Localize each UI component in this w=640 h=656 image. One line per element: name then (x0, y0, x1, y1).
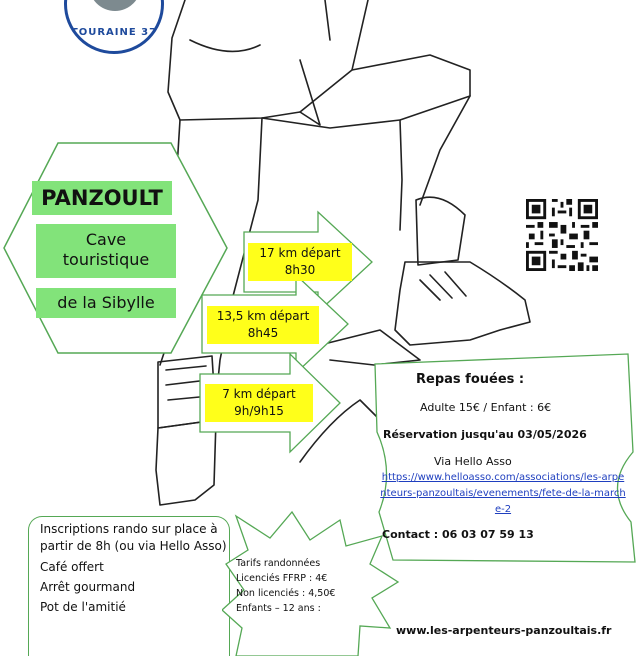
tarifs-title: Tarifs randonnées (236, 558, 321, 569)
info-registration: Inscriptions rando sur place à partir de 8h (ou via Hello Asso) (40, 522, 227, 553)
meal-via: Via Hello Asso (434, 455, 512, 468)
meal-title: Repas fouées : (416, 372, 525, 387)
tarifs-children: Enfants – 12 ans : (236, 603, 321, 614)
info-coffee: Café offert (40, 560, 104, 574)
route-2-time: 8h45 (247, 326, 279, 340)
route-3-distance: 7 km départ (222, 387, 296, 401)
route-1 (248, 243, 352, 281)
logo-text: TOURAINE 37 (70, 27, 158, 38)
meal-prices: Adulte 15€ / Enfant : 6€ (420, 401, 552, 414)
venue-line-1: Cave (85, 230, 127, 249)
place-name: PANZOULT (32, 181, 172, 215)
route-3 (205, 384, 313, 422)
meal-reservation: Réservation jusqu'au 03/05/2026 (383, 428, 587, 441)
website-link[interactable]: www.les-arpenteurs-panzoultais.fr (396, 624, 612, 637)
info-stop: Arrêt gourmand (40, 580, 136, 594)
route-1-distance: 17 km départ (259, 246, 341, 260)
tarifs-list (236, 556, 366, 616)
tarifs-unlicensed: Non licenciés : 4,50€ (236, 588, 336, 599)
route-2-distance: 13,5 km départ (216, 309, 310, 323)
route-3-time: 9h/9h15 (234, 404, 284, 418)
venue-line-2: touristique (62, 250, 150, 269)
info-drink: Pot de l'amitié (40, 600, 126, 614)
route-1-time: 8h30 (284, 263, 316, 277)
venue-line-3: de la Sibylle (36, 288, 176, 318)
qr-code[interactable] (526, 199, 598, 271)
contact-phone: Contact : 06 03 07 59 13 (382, 528, 534, 541)
info-list (40, 520, 230, 617)
route-2 (207, 306, 319, 344)
helloasso-link[interactable]: https://www.helloasso.com/associations/les-arpenteurs-panzoultais/evenements/fete-de-la-marche-2 (380, 472, 626, 515)
tarifs-licensed: Licenciés FFRP : 4€ (236, 573, 328, 584)
